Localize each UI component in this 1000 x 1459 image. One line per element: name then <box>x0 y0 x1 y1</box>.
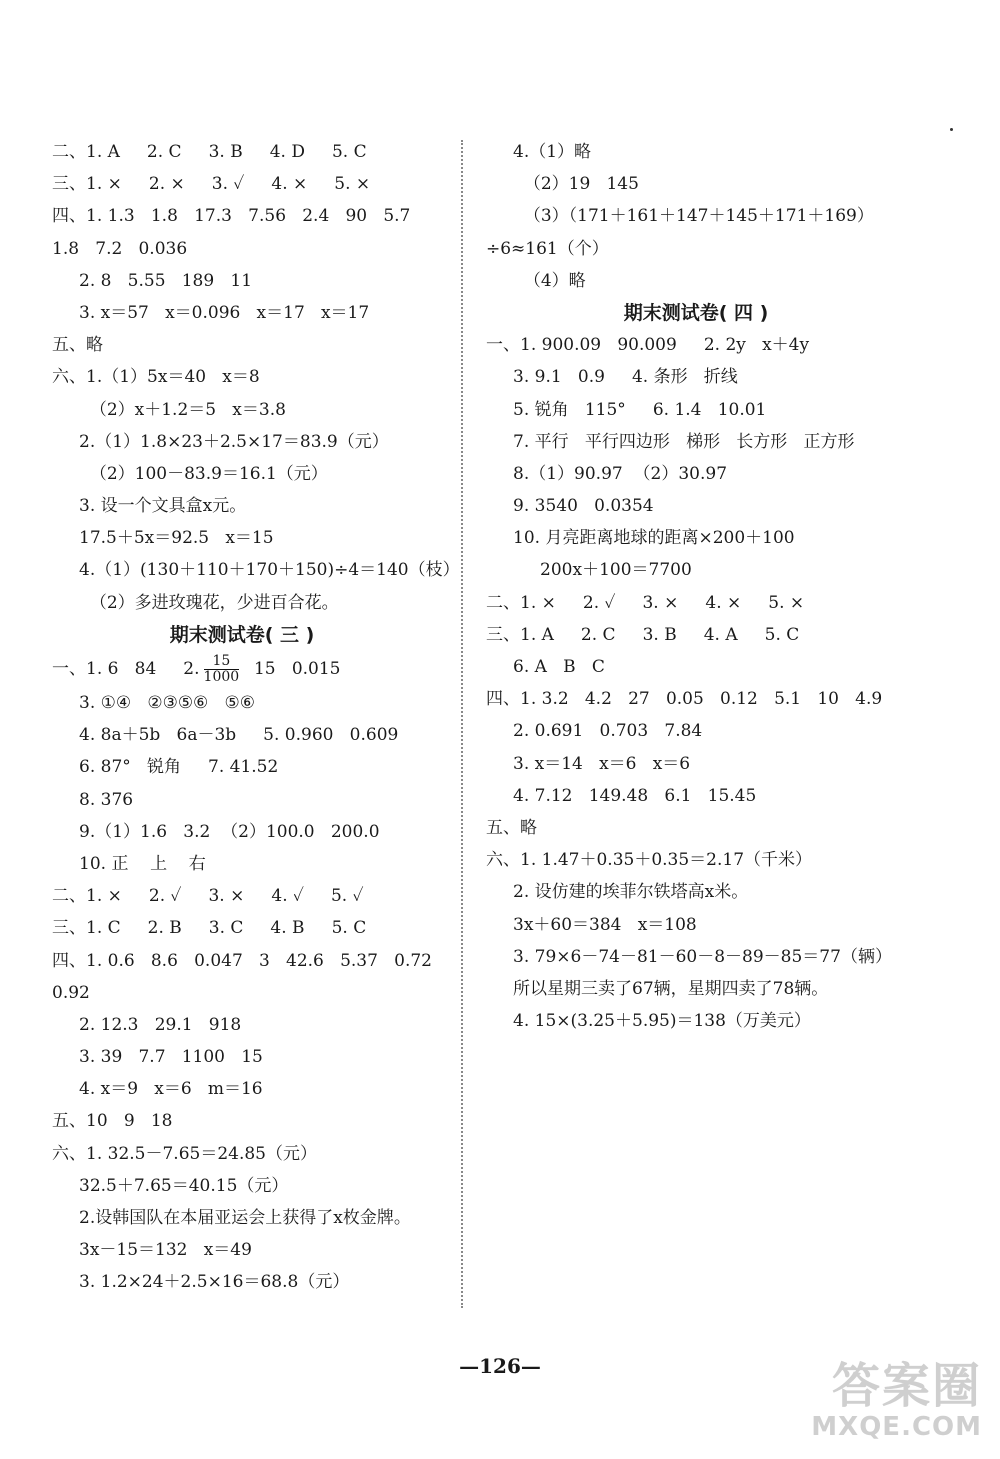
section-title-exam-4: 期末测试卷( 四 ) <box>623 301 769 324</box>
answer-line: 3x－15＝132 x＝49 <box>52 1240 252 1261</box>
answer-line: 四、1. 3.2 4.2 27 0.05 0.12 5.1 10 4.9 <box>486 689 883 710</box>
answer-line: 六、1. 1.47＋0.35＋0.35＝2.17（千米） <box>486 850 813 871</box>
answer-line: 17.5＋5x＝92.5 x＝15 <box>52 528 274 549</box>
answer-line: 四、1. 0.6 8.6 0.047 3 42.6 5.37 0.72 <box>52 950 433 971</box>
answer-line: 六、1.（1）5x＝40 x＝8 <box>52 367 260 388</box>
answer-line: 三、1. A 2. C 3. B 4. A 5. C <box>486 624 800 645</box>
answer-line: 3. 39 7.7 1100 15 <box>52 1047 263 1068</box>
fraction <box>204 654 240 685</box>
answer-line: 三、1. × 2. × 3. ✓ 4. × 5. × <box>52 174 371 195</box>
answer-line: 5. 锐角 115° 6. 1.4 10.01 <box>486 399 767 420</box>
answer-line: 1.8 7.2 0.036 <box>52 238 188 259</box>
answer-line: （2）19 145 <box>486 174 639 195</box>
fraction-line-before: 一、1. 6 84 2. <box>52 659 200 679</box>
answer-line: 二、1. × 2. ✓ 3. × 4. ✓ 5. ✓ <box>52 886 364 907</box>
answer-line: 9. 3540 0.0354 <box>486 496 654 517</box>
answer-line: 3. 9.1 0.9 4. 条形 折线 <box>486 367 738 388</box>
watermark-logo <box>782 1360 982 1452</box>
watermark-url: MXQE.COM <box>811 1412 982 1442</box>
answer-line: 2. 设仿建的埃菲尔铁塔高x米。 <box>486 882 749 903</box>
answer-line: 8.（1）90.97 （2）30.97 <box>486 463 728 484</box>
answer-line: 4. 15×(3.25＋5.95)＝138（万美元） <box>486 1011 811 1032</box>
section-title-exam-3: 期末测试卷( 三 ) <box>169 623 315 646</box>
answer-line: 8. 376 <box>52 789 134 810</box>
answer-line: （2）x＋1.2＝5 x＝3.8 <box>52 399 286 420</box>
answer-line: 3. 设一个文具盒x元。 <box>52 496 247 517</box>
answer-line: 五、10 9 18 <box>52 1111 173 1132</box>
answer-line: 3. x＝14 x＝6 x＝6 <box>486 753 691 774</box>
answer-line: 3. ①④ ②③⑤⑥ ⑤⑥ <box>52 693 255 713</box>
fraction-denominator: 1000 <box>203 669 240 685</box>
answer-line: 五、略 <box>52 335 103 356</box>
answer-line: 四、1. 1.3 1.8 17.3 7.56 2.4 90 5.7 <box>52 206 411 227</box>
answer-line: 二、1. A 2. C 3. B 4. D 5. C <box>52 142 367 162</box>
answer-line: 五、略 <box>486 817 537 838</box>
answer-line: 200x＋100＝7700 <box>486 560 692 581</box>
column-divider <box>461 140 463 1308</box>
answer-line: 2.（1）1.8×23＋2.5×17＝83.9（元） <box>52 431 389 452</box>
answer-line: 4. x＝9 x＝6 m＝16 <box>52 1079 263 1100</box>
answer-line: 3x＋60＝384 x＝108 <box>486 914 697 935</box>
answer-line: 32.5＋7.65＝40.15（元） <box>52 1175 289 1196</box>
answer-line: 2. 0.691 0.703 7.84 <box>486 721 703 742</box>
answer-line: 7. 平行 平行四边形 梯形 长方形 正方形 <box>486 431 855 452</box>
answer-line: 六、1. 32.5－7.65＝24.85（元） <box>52 1143 317 1164</box>
left-answers-bottom <box>52 687 452 1299</box>
answer-line: 2. 12.3 29.1 918 <box>52 1014 242 1035</box>
answer-line: 10. 月亮距离地球的距离×200＋100 <box>486 528 795 549</box>
answer-line-fraction <box>52 651 452 687</box>
watermark-text: 答案圈 <box>831 1358 982 1414</box>
answer-line: 2.设韩国队在本届亚运会上获得了x枚金牌。 <box>52 1208 411 1228</box>
answer-line: 二、1. × 2. ✓ 3. × 4. × 5. × <box>486 592 805 613</box>
answer-line: 6. 87° 锐角 7. 41.52 <box>52 757 279 778</box>
answer-line: 4. 7.12 149.48 6.1 15.45 <box>486 785 757 806</box>
page-number: —126— <box>459 1354 541 1378</box>
right-column <box>486 136 956 1037</box>
answer-line: 所以星期三卖了67辆，星期四卖了78辆。 <box>486 978 829 999</box>
fraction-line-after: 15 0.015 <box>243 659 341 679</box>
answer-line: 4.（1）(130＋110＋170＋150)÷4＝140（枝） <box>52 560 460 581</box>
answer-line: 10. 正 上 右 <box>52 853 206 874</box>
answer-line: 三、1. C 2. B 3. C 4. B 5. C <box>52 918 367 939</box>
answer-line: 4.（1）略 <box>486 142 592 162</box>
left-answers-top <box>52 136 460 619</box>
right-answers-top <box>486 136 956 297</box>
right-answers-bottom <box>486 329 956 1037</box>
stray-dot <box>950 128 953 131</box>
answer-line: 0.92 <box>52 982 90 1003</box>
answer-line: 一、1. 900.09 90.009 2. 2y x＋4y <box>486 335 810 356</box>
answer-line: （3）（171＋161＋147＋145＋171＋169） <box>486 206 874 227</box>
answer-line: 3. 1.2×24＋2.5×16＝68.8（元） <box>52 1272 350 1293</box>
answer-line: （4）略 <box>486 270 586 291</box>
answer-line: 6. A B C <box>486 657 605 677</box>
left-column <box>52 136 460 1299</box>
answer-line: ÷6≈161（个） <box>486 238 609 259</box>
answer-line: 4. 8a＋5b 6a－3b 5. 0.960 0.609 <box>52 725 399 746</box>
answer-line: 3. 79×6－74－81－60－8－89－85＝77（辆） <box>486 946 892 967</box>
answer-line: （2）多进玫瑰花，少进百合花。 <box>52 592 339 613</box>
answer-line: （2）100－83.9＝16.1（元） <box>52 463 328 484</box>
answer-line: 9.（1）1.6 3.2 （2）100.0 200.0 <box>52 821 380 842</box>
answer-line: 2. 8 5.55 189 11 <box>52 270 253 291</box>
fraction-numerator: 15 <box>204 654 240 670</box>
answer-line: 3. x＝57 x＝0.096 x＝17 x＝17 <box>52 302 370 323</box>
